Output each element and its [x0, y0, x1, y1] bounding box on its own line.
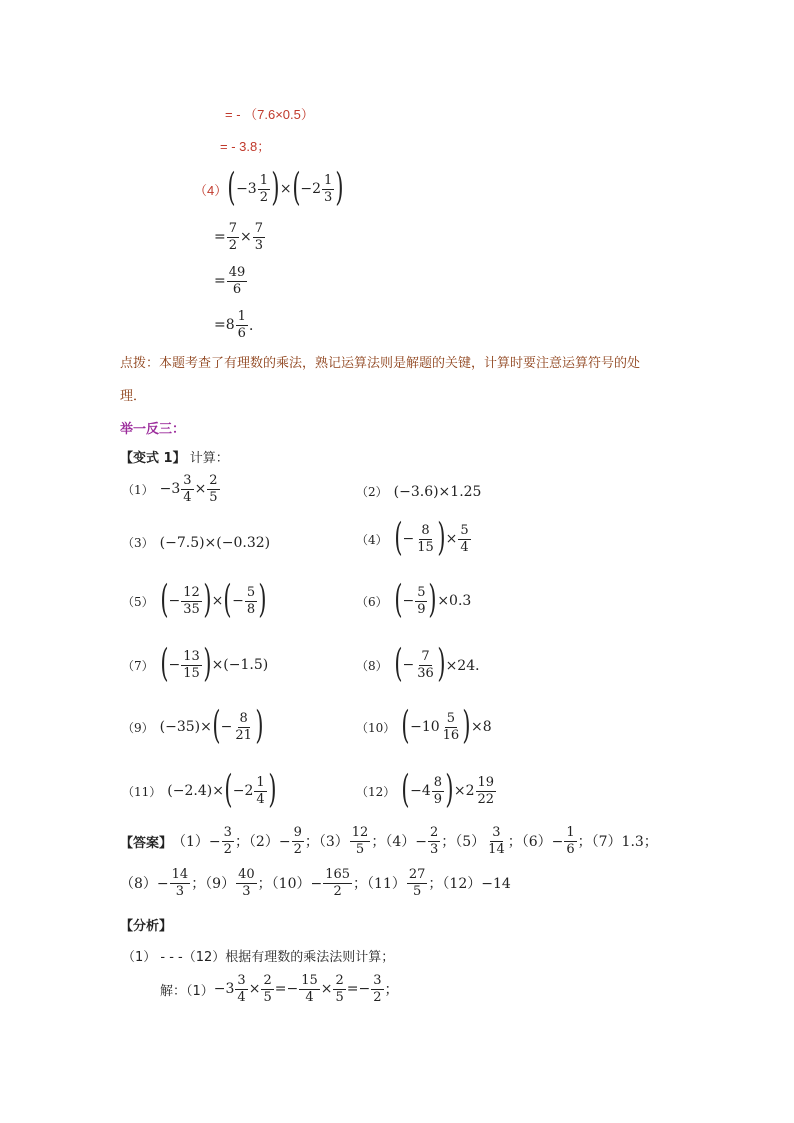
problem-4-expression: （4） ( −3 $\frac{1}{2}$ ) × ( −2 $\frac{1}{3}$ ) — [194, 165, 344, 209]
q12: （12） ( −4 $\frac{8}{9}$ ) ×2 $\frac{19}{22}$ — [356, 767, 495, 811]
analysis-heading: 【分析】 — [120, 919, 173, 934]
q4: （4） ( − $\frac{8}{15}$ ) × $\frac{5}{4}$ — [356, 515, 469, 559]
q10: （10） ( −10 $\frac{5}{16}$ ) ×8 — [356, 703, 492, 747]
answer-line-1: 【答案】 （1）− $\frac{3}{2}$ ；（2）− $\frac{9}{2}$ ；（3） $\frac{12}{5}$ ；（4）− $\frac{2}{3}$ ；（5） $\frac{3}{14}$ ；（6）− $\frac{1}{6}$ ；（7）1.3； — [120, 825, 658, 857]
q1: （1） −3 $\frac{3}{4}$ × $\frac{2}{5}$ — [122, 473, 218, 505]
dianbo-line-1: 点拨：本题考查了有理数的乘法，熟记运算法则是解题的关键，计算时要注意运算符号的处 — [120, 356, 641, 371]
step-line-2: = - 3.8； — [220, 139, 271, 154]
q11: （11） (−2.4)× ( −2 $\frac{1}{4}$ ) — [122, 767, 277, 811]
q9: （9） (−35)× ( − $\frac{8}{21}$ ) — [122, 703, 264, 747]
dianbo-line-2: 理． — [120, 389, 147, 404]
q8: （8） ( − $\frac{7}{36}$ ) ×24． — [356, 641, 490, 685]
step-line-4: = $\frac{49}{6}$ — [214, 265, 246, 297]
step-line-1: = - （7.6×0.5） — [225, 107, 314, 122]
q3: （3） (−7.5)×(−0.32) — [122, 534, 271, 551]
step-line-3: = $\frac{7}{2}$ × $\frac{7}{3}$ — [214, 221, 264, 253]
variant-heading: 【变式 1】 计算： — [120, 451, 229, 466]
step-line-5: = 8 $\frac{1}{6}$ ． — [214, 309, 263, 341]
analysis-text: （1） - - -（12）根据有理数的乘法法则计算； — [122, 950, 395, 965]
q6: （6） ( − $\frac{5}{9}$ ) ×0.3 — [356, 577, 472, 621]
answer-line-2: （8）− $\frac{14}{3}$ ；（9） $\frac{40}{3}$ ；（10）− $\frac{165}{2}$ ；（11） $\frac{27}{5}$ ；（12）−14 — [120, 867, 511, 899]
solution-line-1: 解：（1） −3 $\frac{3}{4}$ × $\frac{2}{5}$ =− $\frac{15}{4}$ × $\frac{2}{5}$ =− $\frac{3}{2}$ ； — [160, 973, 399, 1005]
q7: （7） ( − $\frac{13}{15}$ ) ×(−1.5) — [122, 641, 269, 685]
q5: （5） ( − $\frac{12}{35}$ ) × ( − $\frac{5}{8}$ ) — [122, 577, 267, 621]
q2: （2） (−3.6)×1.25 — [356, 483, 482, 500]
juyi-heading: 举一反三： — [120, 422, 186, 437]
